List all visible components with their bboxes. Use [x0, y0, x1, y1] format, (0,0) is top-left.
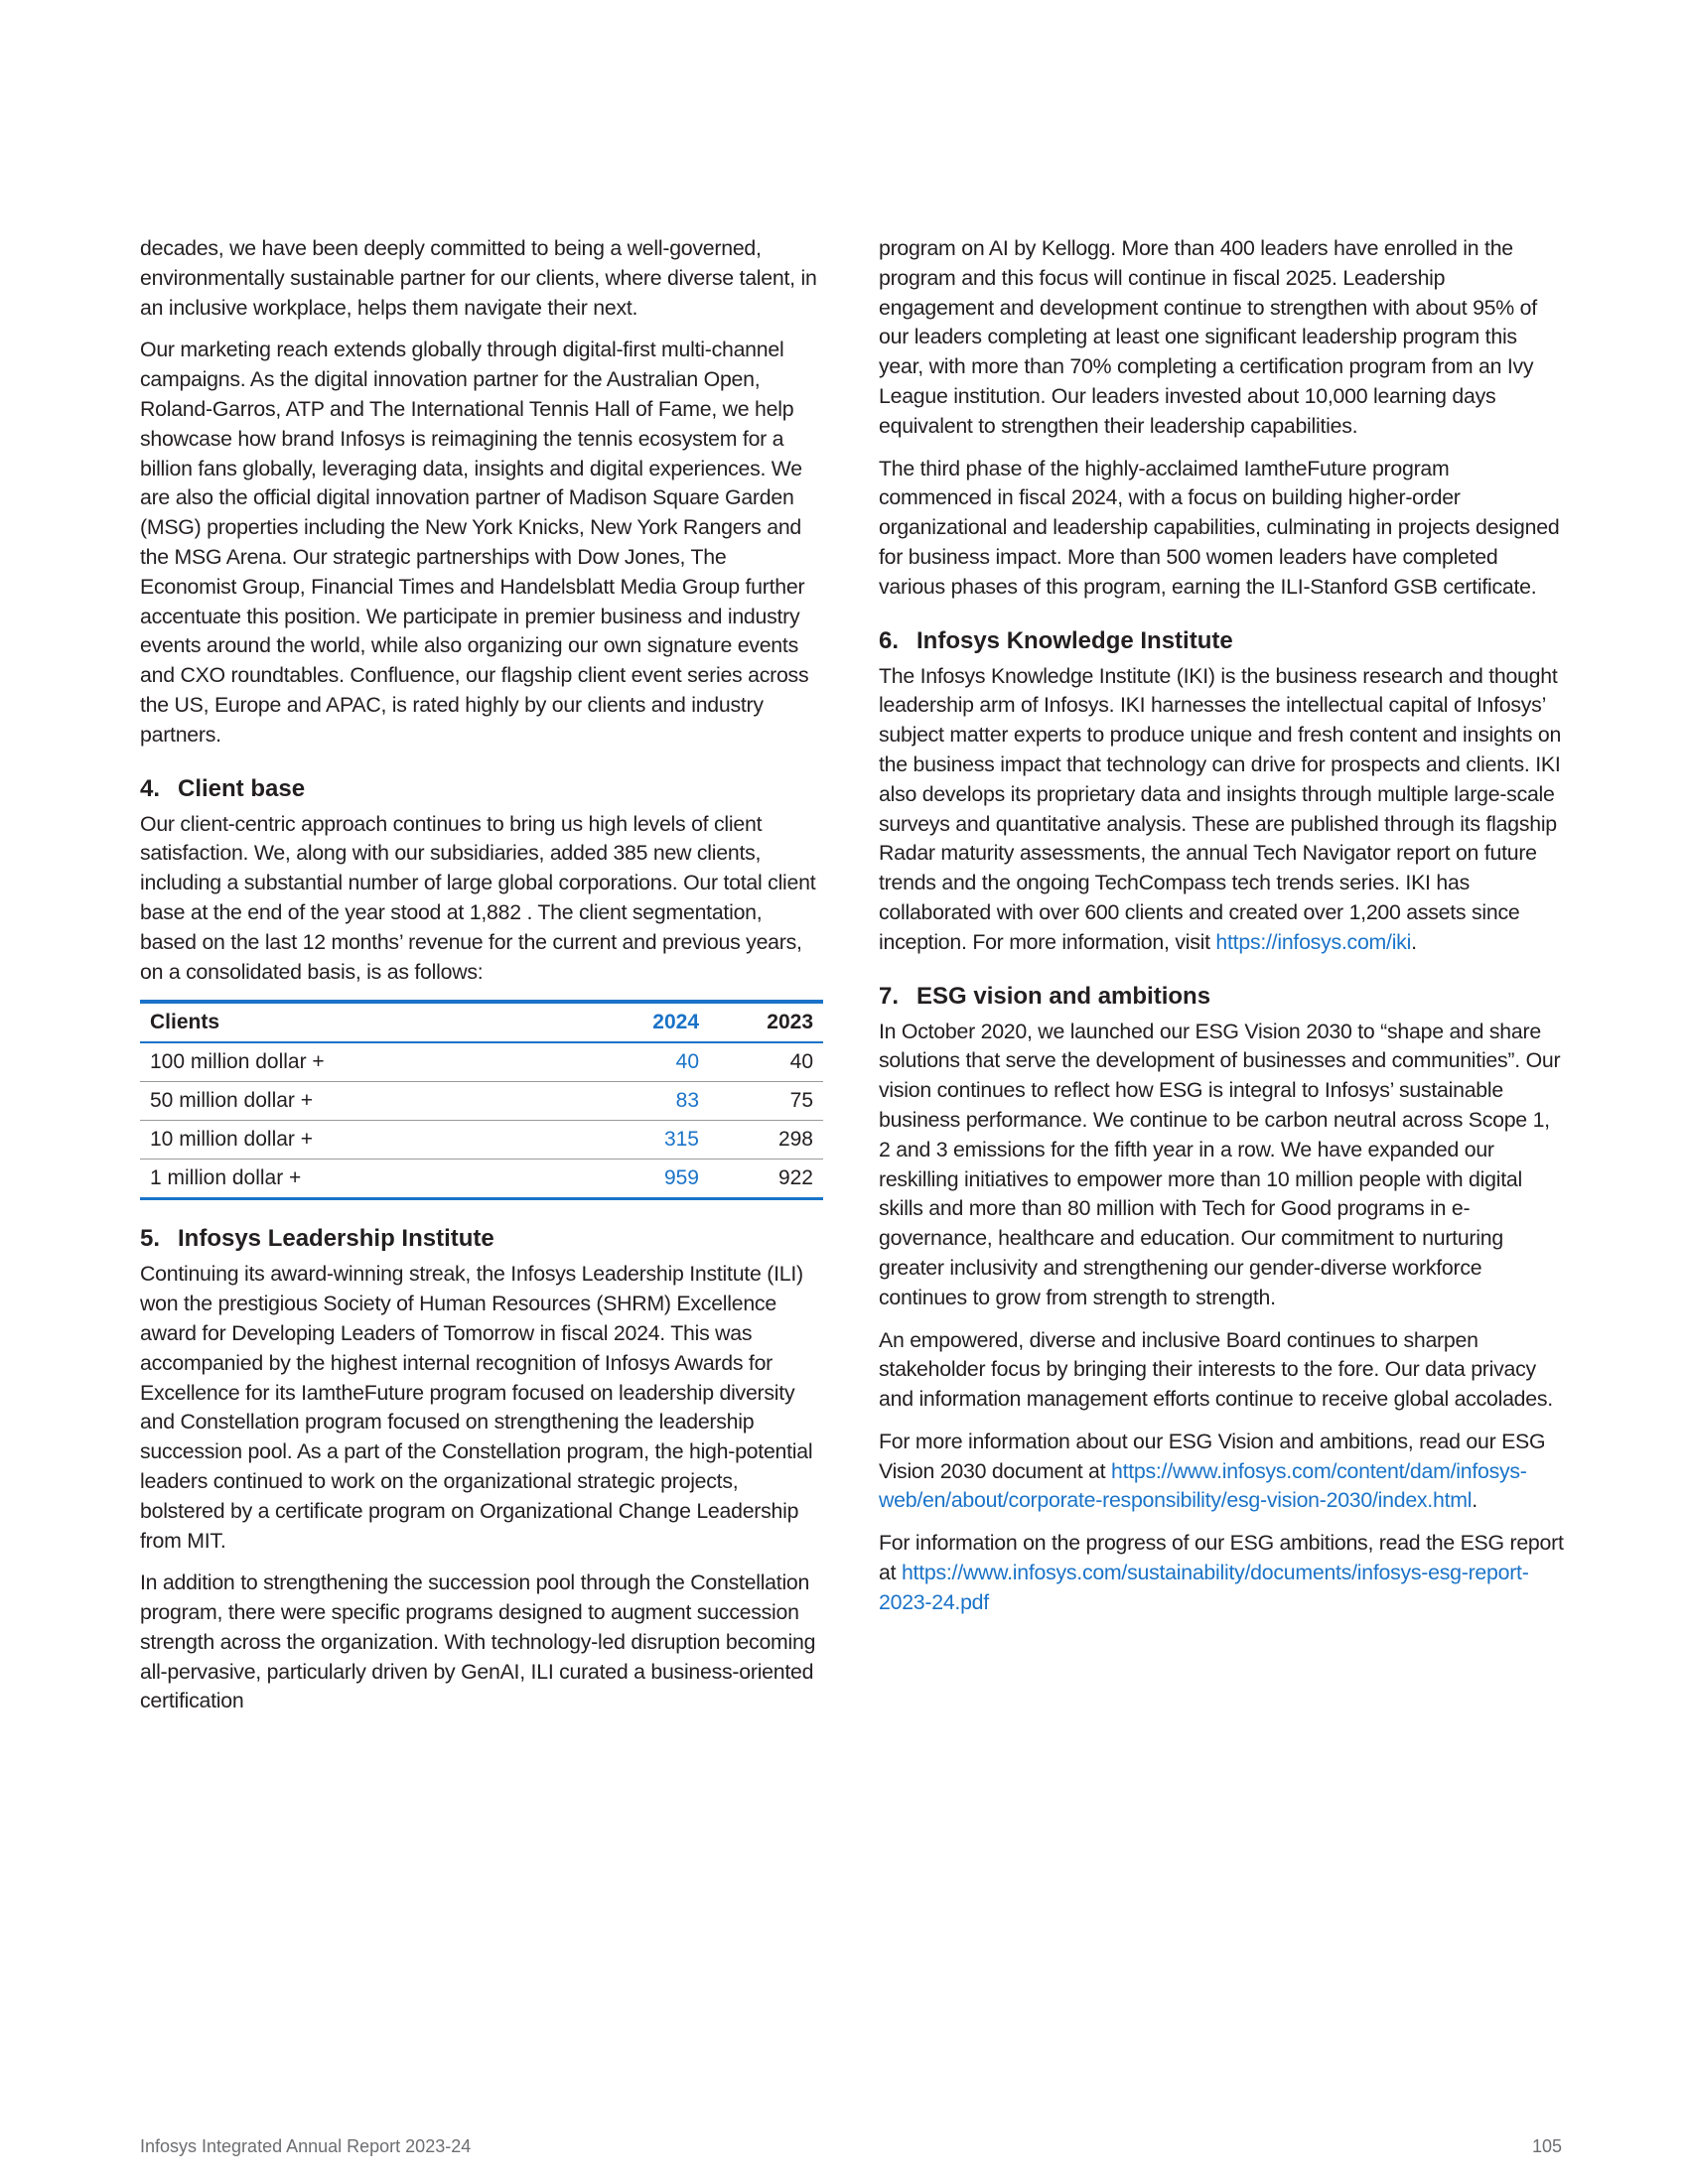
paragraph-kellogg: program on AI by Kellogg. More than 400 leaders have enrolled in the program and this focus will continue in fiscal 2025. Leadership engagement and development continue to strengthen with about 95% of our leaders completing at least one significant leadership program this year, with more than 70% completing a certification program from an Ivy League institution. Our leaders invested about 10,000 learning days equivalent to strengthen their leadership capabilities.: [879, 236, 1537, 438]
paragraph-intro: decades, we have been deeply committed to being a well-governed, environmentally sustainable partner for our clients, where diverse talent, in an inclusive workplace, helps them navigate their next.: [140, 236, 817, 320]
section-number: 7.: [879, 982, 900, 1010]
left-column: [140, 234, 823, 1729]
table-row: [140, 1082, 823, 1121]
paragraph-text: The Infosys Knowledge Institute (IKI) is the business research and thought leadership arm of Infosys. IKI harnesses the intellectual capital of Infosys’ subject matter experts to produce unique and fresh content and insights on the business impact that technology can drive for prospects and clients. IKI also develops its proprietary data and insights through multiple large-scale surveys and quantitative analysis. These are published through its flagship Radar maturity assessments, the annual Tech Navigator report on future trends and the ongoing TechCompass tech trends series. IKI has collaborated with over 600 clients and created over 1,200 assets since inception. For more information, visit: [879, 663, 1562, 954]
paragraph-leadership-2: In addition to strengthening the succession pool through the Constellation program, there were specific programs designed to augment succession strength across the organization. With technology-led disruption becoming all-pervasive, particularly driven by GenAI, ILI curated a business-oriented certification: [140, 1570, 816, 1713]
table-cell-label: 1 million dollar +: [150, 1166, 302, 1190]
table-cell-2023: 40: [709, 1042, 823, 1082]
paragraph-esg-report-link: [879, 1529, 1564, 1617]
section-number: 6.: [879, 626, 900, 654]
table-cell-label: 50 million dollar +: [140, 1082, 595, 1121]
table-row: [140, 1121, 823, 1160]
section-heading-esg: [879, 982, 1564, 1012]
punctuation: .: [1411, 929, 1417, 954]
table-cell-2024: 959: [663, 1166, 699, 1190]
section-title: ESG vision and ambitions: [916, 982, 1211, 1010]
table-header-2023: 2023: [709, 1002, 823, 1042]
section-heading-leadership-institute: [140, 1224, 823, 1254]
paragraph-esg-vision: In October 2020, we launched our ESG Vision 2030 to “shape and share solutions that serve the development of businesses and communities”. Our vision continues to reflect how ESG is integral to Infosys’ sustainable business performance. We continue to be carbon neutral across Scope 1, 2 and 3 emissions for the fifth year in a row. We have expanded our reskilling initiatives to empower more than 10 million people with digital skills and more than 80 million with Tech for Good programs in e-governance, healthcare and education. Our commitment to nurturing greater inclusivity and strengthening our gender-diverse workforce continues to grow from strength to strength.: [879, 1019, 1561, 1309]
section-number: 5.: [140, 1225, 161, 1253]
table-cell-2023: 75: [709, 1082, 823, 1121]
table-cell-label: 10 million dollar +: [140, 1121, 595, 1160]
table-cell-2024: 83: [595, 1082, 709, 1121]
table-cell-2023: 298: [709, 1121, 823, 1160]
section-title: Infosys Knowledge Institute: [916, 626, 1233, 654]
table-header-clients: Clients: [140, 1002, 595, 1042]
esg-report-link[interactable]: https://www.infosys.com/sustainability/documents/infosys-esg-report-2023-24.pdf: [879, 1561, 1529, 1614]
right-column: [879, 234, 1564, 1631]
paragraph-leadership-1: Continuing its award-winning streak, the Infosys Leadership Institute (ILI) won the prestigious Society of Human Resources (SHRM) Excellence award for Developing Leaders of Tomorrow in fiscal 2024. This was accompanied by the highest internal recognition of Infosys Awards for Excellence for its IamtheFuture program focused on leadership diversity and Constellation program focused on strengthening the leadership succession pool. As a part of the Constellation program, the high-potential leaders continued to work on the organizational strategic projects, bolstered by a certificate program on Organizational Change Leadership from MIT.: [140, 1262, 813, 1553]
section-heading-knowledge-institute: [879, 626, 1564, 656]
paragraph-esg-board: An empowered, diverse and inclusive Board continues to sharpen stakeholder focus by bringing their interests to the fore. Our data privacy and information management efforts continue to receive global accolades.: [879, 1327, 1553, 1412]
paragraph-iamthefuture: The third phase of the highly-acclaimed IamtheFuture program commenced in fiscal 2024, with a focus on building higher-order organizational and leadership capabilities, culminating in projects designed for business impact. More than 500 women leaders have completed various phases of this program, earning the ILI-Stanford GSB certificate.: [879, 456, 1560, 599]
paragraph-marketing: Our marketing reach extends globally through digital-first multi-channel campaigns. As the digital innovation partner for the Australian Open, Roland-Garros, ATP and The International Tennis Hall of Fame, we help showcase how brand Infosys is reimagining the tennis ecosystem for a billion fans globally, leveraging data, insights and digital experiences. We are also the official digital innovation partner of Madison Square Garden (MSG) properties including the New York Knicks, New York Rangers and the MSG Arena. Our strategic partnerships with Dow Jones, The Economist Group, Financial Times and Handelsblatt Media Group further accentuate this position. We participate in premier business and industry events around the world, while also organizing our own signature events and CXO roundtables. Confluence, our flagship client event series across the US, Europe and APAC, is rated highly by our clients and industry partners.: [140, 338, 809, 747]
table-cell-2023: 922: [777, 1166, 813, 1190]
table-row: [140, 1042, 823, 1082]
esg-vision-link[interactable]: https://www.infosys.com/content/dam/infosys-web/en/about/corporate-responsibility/esg-vision-2030/index.html: [879, 1458, 1527, 1513]
table-cell-2024: 315: [595, 1121, 709, 1160]
paragraph-client-base: Our client-centric approach continues to bring us high levels of client satisfaction. We, along with our subsidiaries, added 385 new clients, including a substantial number of large global corporations. Our total client base at the end of the year stood at 1,882 . The client segmentation, based on the last 12 months’ revenue for the current and previous years, on a consolidated basis, is as follows:: [140, 811, 816, 984]
footer-report-title: Infosys Integrated Annual Report 2023-24: [140, 2136, 472, 2156]
paragraph-text: For information on the progress of our ESG ambitions, read the ESG report at: [879, 1531, 1564, 1585]
paragraph-text: For more information about our ESG Vision and ambitions, read our ESG Vision 2030 document at: [879, 1429, 1546, 1483]
table-cell-2024: 40: [595, 1042, 709, 1082]
section-title: Client base: [178, 774, 306, 802]
client-segmentation-table: [140, 1000, 823, 1200]
table-row: [140, 1160, 823, 1199]
paragraph-esg-vision-link: [879, 1428, 1564, 1516]
iki-link[interactable]: https://infosys.com/iki: [1215, 929, 1412, 954]
section-number: 4.: [140, 774, 161, 802]
footer-page-number: 105: [1531, 2136, 1562, 2156]
section-heading-client-base: [140, 774, 823, 804]
paragraph-knowledge-institute: [879, 662, 1564, 958]
table-header-row: [140, 1002, 823, 1042]
table-header-2024: 2024: [595, 1002, 709, 1042]
table-cell-label: 100 million dollar +: [140, 1042, 595, 1082]
section-title: Infosys Leadership Institute: [178, 1225, 494, 1253]
punctuation: .: [1472, 1488, 1477, 1513]
